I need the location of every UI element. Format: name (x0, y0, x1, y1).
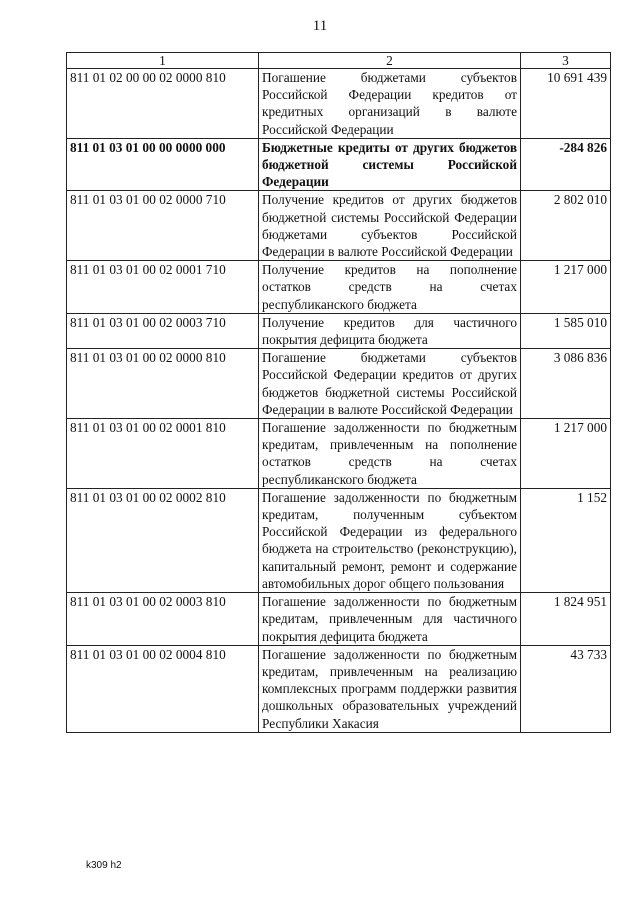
description-cell: Погашение бюджетами субъектов Российской Федерации кредитов от других бюджетов бюджетной системы Российской Федерации в валюте Российской Федерации (259, 349, 521, 419)
footer-code: k309 h2 (86, 860, 122, 871)
description-cell: Получение кредитов для частичного покрытия дефицита бюджета (259, 313, 521, 348)
table-header-row (67, 53, 611, 69)
amount-cell: 43 733 (521, 645, 611, 732)
budget-code-cell: 811 01 03 01 00 02 0002 810 (67, 488, 259, 592)
table-row (67, 191, 611, 261)
table-row (67, 419, 611, 489)
table-row (67, 69, 611, 139)
budget-code-cell: 811 01 03 01 00 02 0004 810 (67, 645, 259, 732)
table-row (67, 488, 611, 592)
budget-code-cell: 811 01 03 01 00 02 0003 810 (67, 593, 259, 646)
amount-cell: 1 217 000 (521, 261, 611, 314)
table-row (67, 261, 611, 314)
table-row (67, 138, 611, 191)
column-header-description: 2 (259, 53, 521, 69)
budget-code-cell: 811 01 02 00 00 02 0000 810 (67, 69, 259, 139)
table-row (67, 349, 611, 419)
column-header-amount: 3 (521, 53, 611, 69)
description-cell: Получение кредитов от других бюджетов бюджетной системы Российской Федерации бюджетами субъектов Российской Федерации в валюте Российской Федерации (259, 191, 521, 261)
budget-code-cell: 811 01 03 01 00 02 0001 710 (67, 261, 259, 314)
table-body (67, 69, 611, 733)
description-cell: Погашение задолженности по бюджетным кредитам, полученным субъектом Российской Федерации из федерального бюджета на строительство (реконструкцию), капитальный ремонт, ремонт и содержание автомобильных дорог общего пользования (259, 488, 521, 592)
description-cell: Погашение задолженности по бюджетным кредитам, привлеченным для частичного покрытия дефицита бюджета (259, 593, 521, 646)
amount-cell: 1 152 (521, 488, 611, 592)
budget-code-cell: 811 01 03 01 00 02 0001 810 (67, 419, 259, 489)
table-row (67, 593, 611, 646)
description-cell: Бюджетные кредиты от других бюджетов бюджетной системы Российской Федерации (259, 138, 521, 191)
budget-code-cell: 811 01 03 01 00 02 0000 810 (67, 349, 259, 419)
table-row (67, 645, 611, 732)
amount-cell: 2 802 010 (521, 191, 611, 261)
budget-code-cell: 811 01 03 01 00 00 0000 000 (67, 138, 259, 191)
amount-cell: 3 086 836 (521, 349, 611, 419)
budget-sources-table (66, 52, 611, 733)
budget-code-cell: 811 01 03 01 00 02 0003 710 (67, 313, 259, 348)
page-number: 11 (312, 18, 328, 34)
amount-cell: 1 585 010 (521, 313, 611, 348)
description-cell: Погашение задолженности по бюджетным кредитам, привлеченным на пополнение остатков средств на счетах республиканского бюджета (259, 419, 521, 489)
budget-code-cell: 811 01 03 01 00 02 0000 710 (67, 191, 259, 261)
description-cell: Погашение задолженности по бюджетным кредитам, привлеченным на реализацию комплексных программ поддержки развития дошкольных образовательных учреждений Республики Хакасия (259, 645, 521, 732)
amount-cell: 1 217 000 (521, 419, 611, 489)
amount-cell: 1 824 951 (521, 593, 611, 646)
description-cell: Получение кредитов на пополнение остатков средств на счетах республиканского бюджета (259, 261, 521, 314)
column-header-code: 1 (67, 53, 259, 69)
description-cell: Погашение бюджетами субъектов Российской Федерации кредитов от кредитных организаций в валюте Российской Федерации (259, 69, 521, 139)
table-row (67, 313, 611, 348)
amount-cell: 10 691 439 (521, 69, 611, 139)
amount-cell: -284 826 (521, 138, 611, 191)
